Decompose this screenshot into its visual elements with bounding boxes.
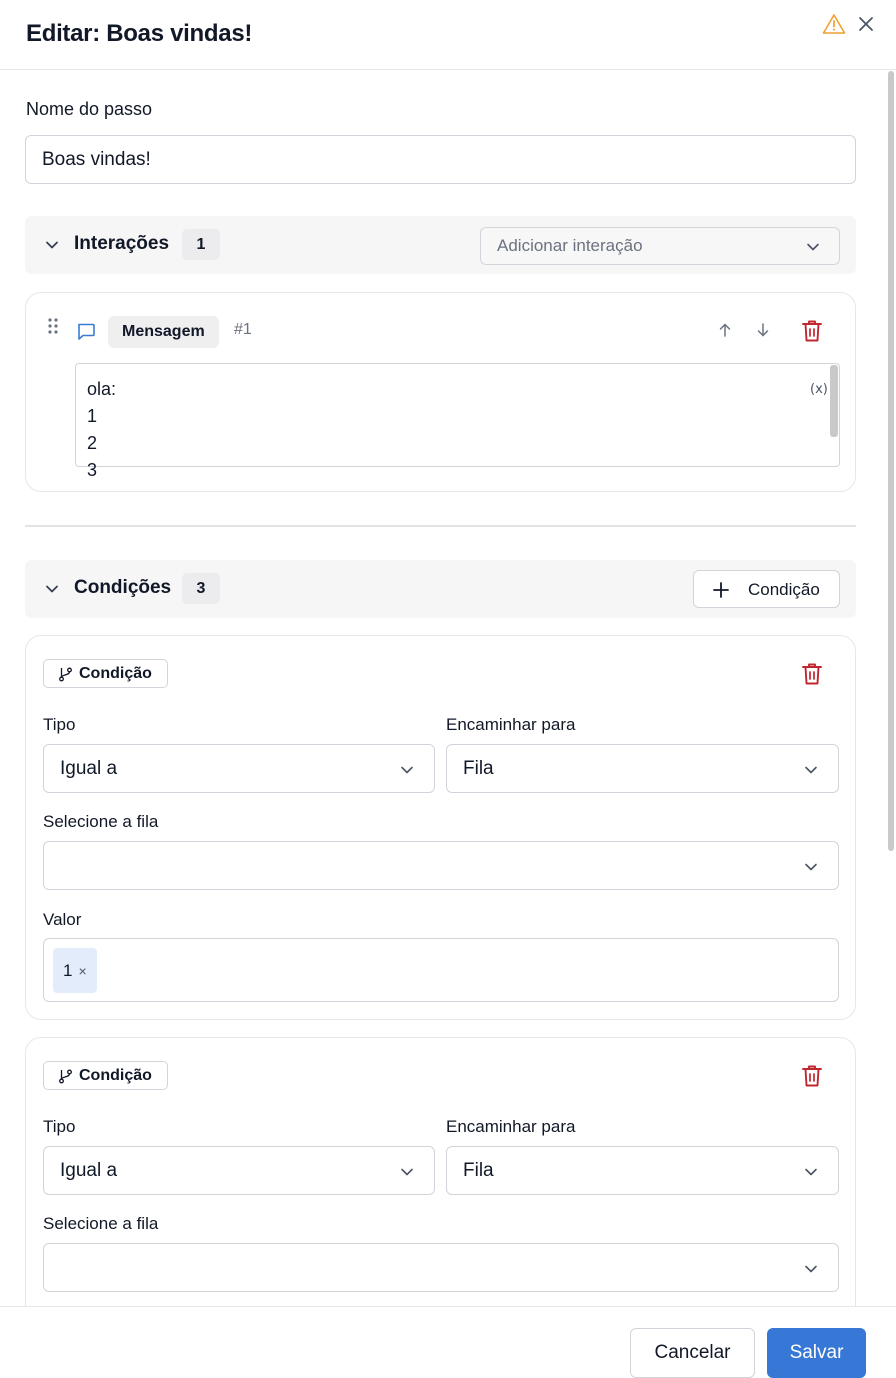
interactions-section-header[interactable] xyxy=(25,216,856,274)
queue-select[interactable] xyxy=(43,841,839,890)
step-name-input[interactable] xyxy=(25,135,856,184)
arrow-down-icon[interactable] xyxy=(755,322,771,338)
trash-icon[interactable] xyxy=(801,662,823,686)
message-type-chip: Mensagem xyxy=(108,316,219,348)
chevron-down-icon xyxy=(399,1164,415,1180)
condition-chip xyxy=(43,1061,168,1090)
type-label: Tipo xyxy=(43,1117,76,1136)
branch-icon xyxy=(58,1069,73,1084)
chevron-down-icon[interactable] xyxy=(43,236,61,254)
interactions-title: Interações xyxy=(74,233,170,254)
chevron-down-icon xyxy=(399,762,415,778)
chevron-down-icon xyxy=(805,239,821,255)
trash-icon[interactable] xyxy=(801,319,823,343)
modal-header xyxy=(0,0,896,70)
chevron-down-icon xyxy=(803,1261,819,1277)
modal-title: Editar: Boas vindas! xyxy=(26,20,253,47)
forward-select-value: Fila xyxy=(463,757,494,779)
condition-card xyxy=(25,1037,856,1337)
message-line: 3 xyxy=(87,460,98,480)
interaction-number: #1 xyxy=(234,321,252,338)
save-button[interactable]: Salvar xyxy=(767,1328,866,1378)
value-tags-input[interactable] xyxy=(43,938,839,1002)
arrow-up-icon[interactable] xyxy=(717,322,733,338)
add-interaction-placeholder: Adicionar interação xyxy=(497,236,643,255)
chevron-down-icon xyxy=(803,1164,819,1180)
conditions-count-badge: 3 xyxy=(182,573,220,604)
cancel-button[interactable]: Cancelar xyxy=(630,1328,755,1378)
condition-chip xyxy=(43,659,168,688)
queue-select[interactable] xyxy=(43,1243,839,1292)
value-tag-text: 1 xyxy=(63,960,73,980)
type-select[interactable] xyxy=(43,744,435,793)
conditions-section-header[interactable] xyxy=(25,560,856,618)
chevron-down-icon[interactable] xyxy=(43,580,61,598)
type-label: Tipo xyxy=(43,715,76,734)
add-condition-label: Condição xyxy=(748,580,820,599)
forward-label: Encaminhar para xyxy=(446,1117,576,1136)
forward-select[interactable] xyxy=(446,744,839,793)
textarea-scrollbar[interactable] xyxy=(830,365,838,437)
interaction-card xyxy=(25,292,856,492)
value-label: Valor xyxy=(43,910,82,929)
modal-body[interactable] xyxy=(0,71,896,1306)
message-textarea[interactable] xyxy=(75,363,840,480)
conditions-title: Condições xyxy=(74,577,172,598)
message-icon xyxy=(76,321,96,341)
value-tag xyxy=(53,948,97,993)
queue-label: Selecione a fila xyxy=(43,1214,159,1233)
add-interaction-select[interactable] xyxy=(480,227,840,265)
add-condition-button[interactable] xyxy=(693,570,840,608)
type-select-value: Igual a xyxy=(60,1159,118,1181)
forward-label: Encaminhar para xyxy=(446,715,576,734)
trash-icon[interactable] xyxy=(801,1064,823,1088)
modal-footer xyxy=(0,1306,896,1372)
close-icon[interactable] xyxy=(856,14,876,34)
branch-icon xyxy=(58,667,73,682)
condition-chip-label: Condição xyxy=(79,1067,152,1084)
step-name-label: Nome do passo xyxy=(26,99,153,119)
section-divider xyxy=(25,525,856,527)
drag-handle-icon[interactable] xyxy=(47,317,59,335)
forward-select[interactable] xyxy=(446,1146,839,1195)
condition-card xyxy=(25,635,856,1020)
message-line: 2 xyxy=(87,433,98,453)
body-scrollbar[interactable] xyxy=(886,71,896,1306)
interactions-count-badge: 1 xyxy=(182,229,220,260)
variable-insert-icon[interactable]: (x) xyxy=(810,382,828,397)
message-line: ola: xyxy=(87,379,117,399)
type-select[interactable] xyxy=(43,1146,435,1195)
step-name-value: Boas vindas! xyxy=(42,148,151,170)
warning-icon[interactable] xyxy=(822,13,846,35)
condition-chip-label: Condição xyxy=(79,665,152,682)
plus-icon xyxy=(712,581,730,599)
message-line: 1 xyxy=(87,406,98,426)
chevron-down-icon xyxy=(803,762,819,778)
remove-tag-icon[interactable]: × xyxy=(78,962,87,979)
scrollbar-thumb[interactable] xyxy=(888,71,894,851)
type-select-value: Igual a xyxy=(60,757,118,779)
forward-select-value: Fila xyxy=(463,1159,494,1181)
queue-label: Selecione a fila xyxy=(43,812,159,831)
chevron-down-icon xyxy=(803,859,819,875)
